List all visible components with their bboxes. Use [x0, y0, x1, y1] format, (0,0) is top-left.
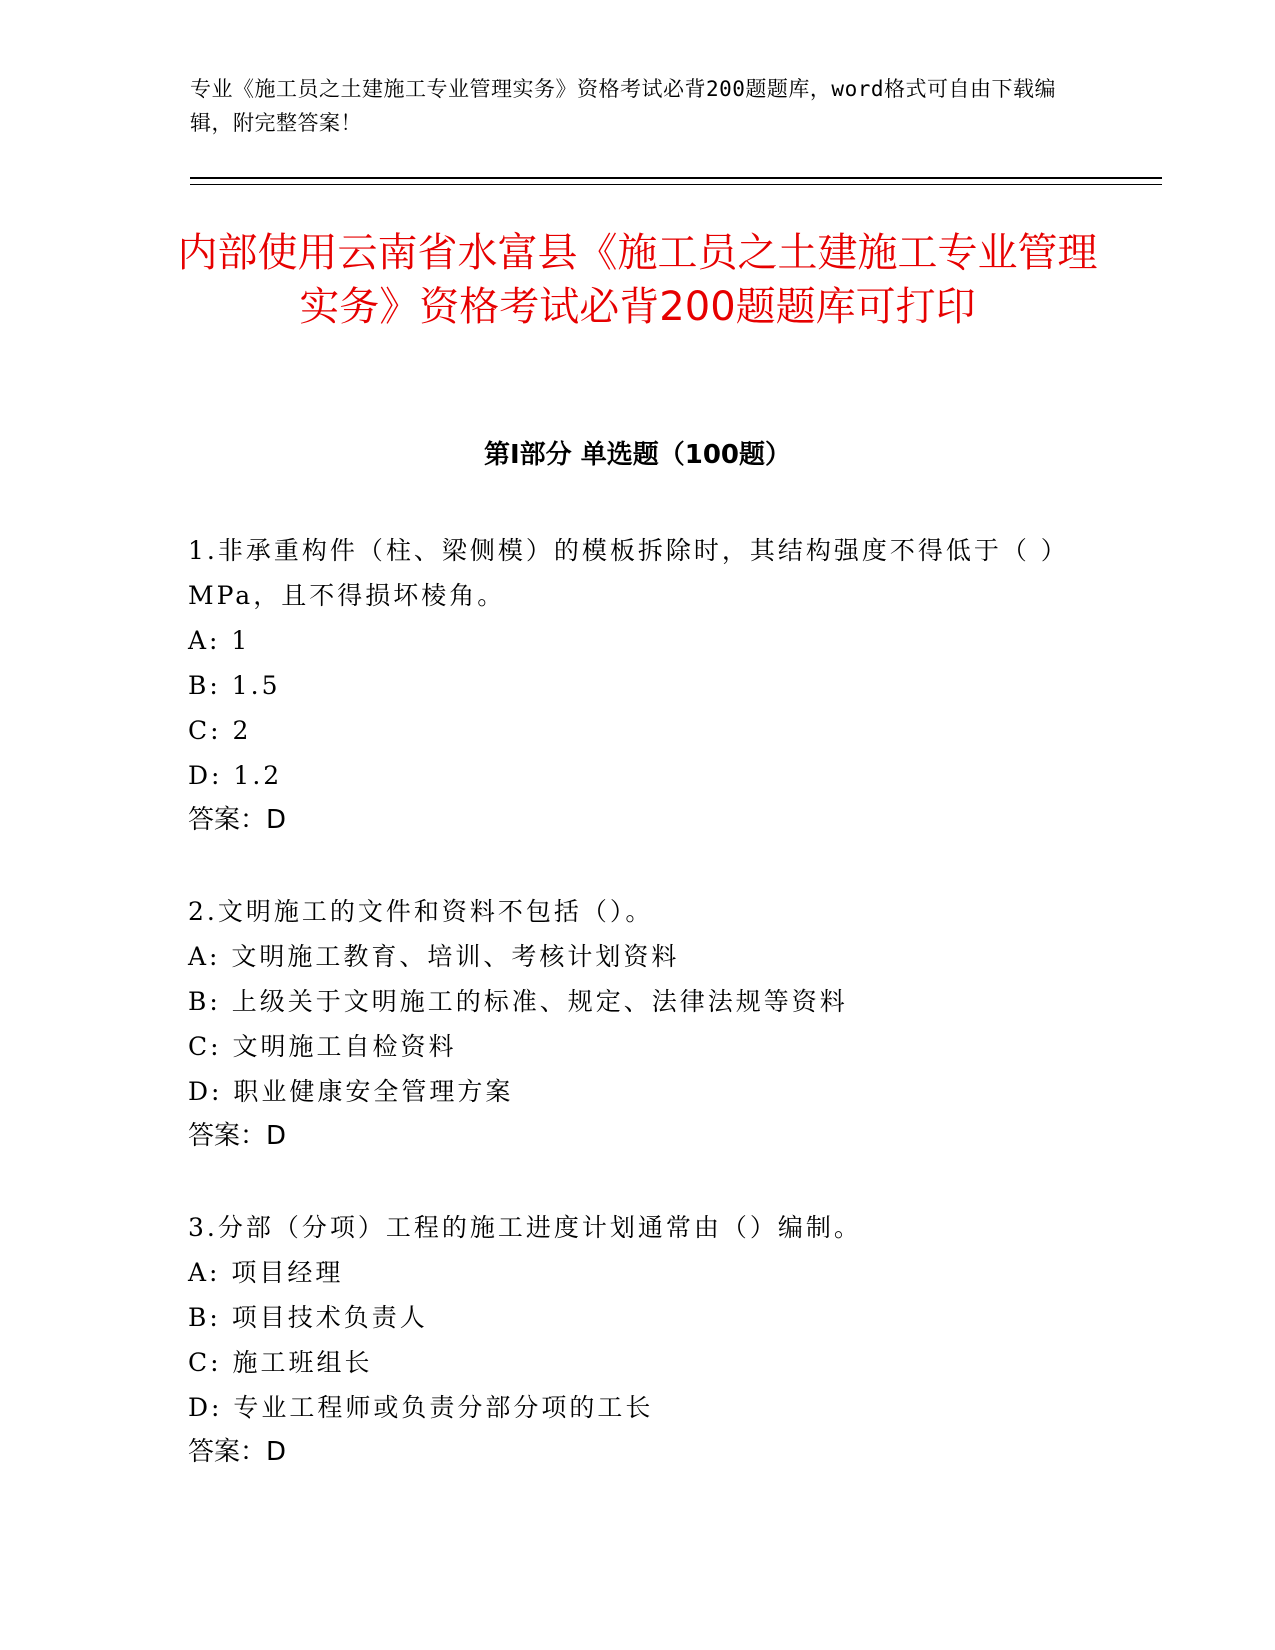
- answer: 答案：D: [188, 805, 287, 835]
- option-c: C: 2: [188, 716, 252, 745]
- question-text: 3.分部（分项）工程的施工进度计划通常由（）编制。: [188, 1213, 862, 1242]
- answer: 答案：D: [188, 1121, 287, 1151]
- answer: 答案：D: [188, 1437, 287, 1467]
- option-d: D: 1.2: [188, 761, 283, 790]
- option-c: C: 文明施工自检资料: [188, 1032, 457, 1061]
- question-2: [188, 889, 1088, 1159]
- option-b: B: 项目技术负责人: [188, 1303, 428, 1332]
- option-b: B: 上级关于文明施工的标准、规定、法律法规等资料: [188, 987, 848, 1016]
- option-a: A: 文明施工教育、培训、考核计划资料: [188, 942, 680, 971]
- option-d: D: 职业健康安全管理方案: [188, 1077, 514, 1106]
- option-b: B: 1.5: [188, 671, 281, 700]
- header-note: 专业《施工员之土建施工专业管理实务》资格考试必背200题题库，word格式可自由下载编辑，附完整答案！: [190, 77, 1056, 135]
- section-heading: 第I部分 单选题（100题）: [484, 440, 791, 470]
- question-3: [188, 1205, 1088, 1475]
- question-1: [188, 528, 1088, 843]
- option-d: D: 专业工程师或负责分部分项的工长: [188, 1393, 654, 1422]
- document-title: 内部使用云南省水富县《施工员之土建施工专业管理实务》资格考试必背200题题库可打印: [177, 230, 1098, 330]
- header-divider-thin: [190, 184, 1162, 185]
- header-divider-thick: [190, 177, 1162, 179]
- option-a: A: 1: [188, 626, 251, 655]
- option-c: C: 施工班组长: [188, 1348, 373, 1377]
- option-a: A: 项目经理: [188, 1258, 344, 1287]
- question-text: 1.非承重构件（柱、梁侧模）的模板拆除时，其结构强度不得低于（ ）MPa，且不得损坏棱角。: [188, 536, 1069, 610]
- question-text: 2.文明施工的文件和资料不包括（）。: [188, 897, 654, 926]
- question-list: [188, 528, 1088, 1521]
